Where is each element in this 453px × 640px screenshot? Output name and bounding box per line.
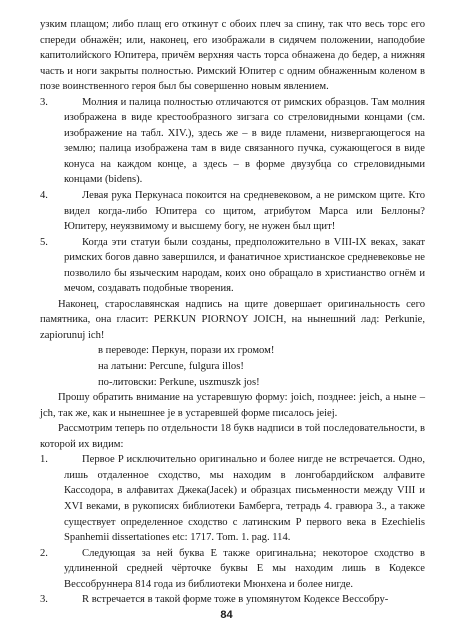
list-item [40,188,425,235]
list-item [40,235,425,297]
continued-paragraph: узким плащом; либо плащ его откинут с обоих плеч за спину, так что весь торс его спереди обнажён; или, наконец, его изображали в сидячем положении, наподобие капитолийского Юпитера, причём верхняя часть торса обнажена до бедер, а нижняя часть и ноги закрыты полностью. Римский Юпитер с одним обнаженным коленом в позе воинственного героя был бы совершенно новым явлением. [40,19,425,93]
page-number: 84 [220,609,233,621]
list-item [40,546,425,593]
list-item-text: Первое P исключительно оригинально и более нигде не встречается. Одно, лишь отдаленное сходство, мы находим в лонгобардийском алфавите Кассодора, в алфавитах Джека(Jacek) и образцах письменности между VIII и XVI веками, в рукописях библиотеки Бамберга, тетрадь 4. гравюра 3., а также существует определенное сходство с латинским P первого века в Ezechielis Spanhemii dissertationes etc: 1717. Tom. 1. pag. 114. [64,454,425,544]
list-item [40,95,425,188]
list-item [40,592,425,608]
list-item-text: Левая рука Перкунаса покоится на средневековом, а не римском щите. Кто видел когда-либо Юпитера со щитом, атрибутом Марса или Беллоны? Юпитеру, неуязвимому и высшему богу, не нужен был щит! [64,190,425,233]
list-item-text: R встречается в такой форме тоже в упомянутом Кодексе Вессобру- [82,594,389,606]
inscription-paragraph: Наконец, старославянская надпись на щите довершает оригинальность сего памятника, она гласит: PERKUN PIORNOY JOICH, на нынешний лад: Perkunie, zapiorunuj ich! [40,298,425,341]
translation-line: по-литовски: Perkune, uszmuszk jos! [98,376,260,388]
list-item-text: Следующая за ней буква E также оригинальна; некоторое сходство в удлиненной средней чёрточке буквы E мы находим лишь в Кодексе Вессобруннера 814 года из библиотеки Мюнхена и более нигде. [64,547,425,590]
letters-paragraph: Рассмотрим теперь по отдельности 18 букв надписи в той последовательности, в которой их видим: [40,423,425,450]
list-item-number: 5. [40,236,48,248]
list-item-number: 4. [40,190,48,202]
form-paragraph: Прошу обратить внимание на устаревшую форму: joich, позднее: jeich, а ныне – jch, так же, как и нынешнее je в устаревшей форме писалось jeiej. [40,392,425,419]
list-item-number: 3. [40,594,48,606]
page-text [40,17,425,608]
list-item-number: 3. [40,96,48,108]
list-item-text: Когда эти статуи были созданы, предположительно в VIII-IX веках, закат римских богов давно завершился, и фанатичное христианское средневековье не позволило бы языческим народам, коих оно обращало в христианство огнём и мечом, создавать подобные творения. [64,236,425,295]
list-item-number: 2. [40,547,48,559]
list-item [40,452,425,545]
list-item-number: 1. [40,454,48,466]
translation-line: в переводе: Перкун, порази их громом! [98,345,275,357]
translation-line: на латыни: Percune, fulgura illos! [98,361,244,373]
list-item-text: Молния и палица полностью отличаются от римских образцов. Там молния изображена в виде крестообразного зигзага со стреловидными концами (см. изображение на табл. XIV.), здесь же – в виде пламени, низвергающегося на землю; палица изображена там в виде связанного пучка, сужающегося в виде конуса на каждом конце, а здесь – в форме двузубца со стреловидными концами (bidens). [64,96,425,186]
